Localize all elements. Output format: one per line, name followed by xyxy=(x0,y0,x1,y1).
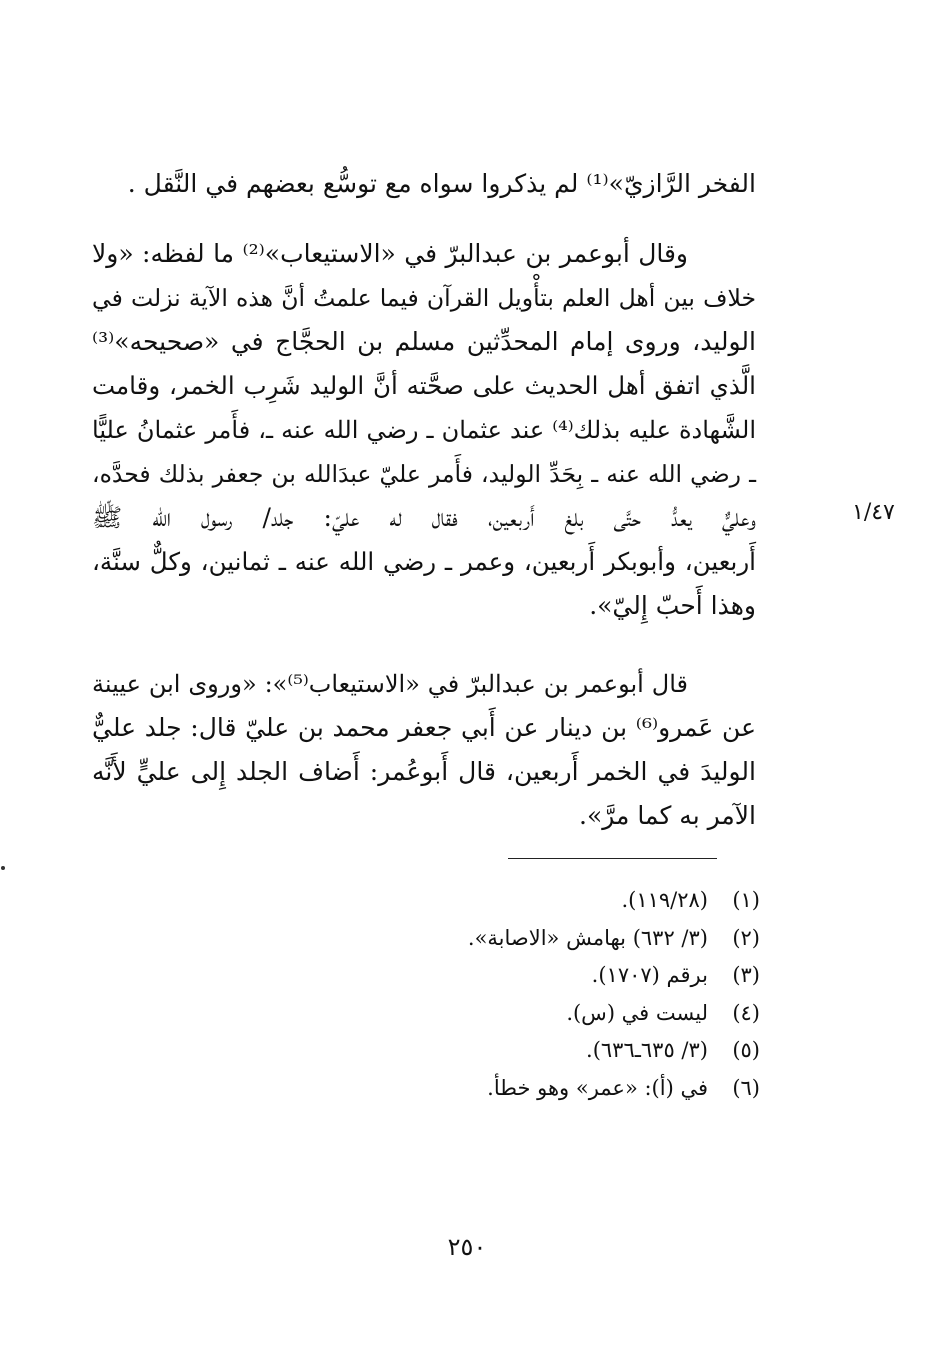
scan-artifact-dot xyxy=(1,866,5,870)
text-line: الآمر به كما مرَّ». xyxy=(579,801,756,830)
text-line: الوليدَ في الخمر أَربعين، قال أَبوعُمر: أَضاف الجلد إِلى عليٍّ لأَنَّه xyxy=(92,757,756,786)
footnote-number: (٣) xyxy=(732,963,760,987)
footnote xyxy=(300,957,760,995)
text-line: أَربعين، وأبوبكر أَربعين، وعمر ـ رضي الله عنه ـ ثمانين، وكلٌّ سنَّة، xyxy=(92,547,756,576)
text-line: الشَّهادة عليه بذلك⁽⁴⁾ عند عثمان ـ رضي الله عنه ـ، فأَمر عثمانُ عليًّا xyxy=(92,416,756,444)
text-line: وهذا أَحبّ إِليّ». xyxy=(589,591,756,620)
page-number: ٢٥٠ xyxy=(447,1233,487,1261)
paragraph-2 xyxy=(92,232,756,628)
text-line: قال أبوعمر بن عبدالبرّ في «الاستيعاب⁽⁵⁾»: «وروى ابن عيينة xyxy=(92,670,688,698)
text-line: خلاف بين أهل العلم بتأْويل القرآن فيما علمتُ أنَّ هذه الآية نزلت في xyxy=(92,284,756,312)
text-line: وقال أبوعمر بن عبدالبرّ في «الاستيعاب»⁽²⁾ ما لفظه: «ولا xyxy=(92,239,689,268)
text-line: ـ رضي الله عنه ـ بِحَدِّ الوليد، فأَمر عليّ عبدَالله بن جعفر بذلك فحدَّه، xyxy=(92,460,756,488)
footnote xyxy=(300,920,760,958)
footnote-number: (٥) xyxy=(732,1038,760,1062)
footnote-text: برقم (١٧٠٧). xyxy=(591,963,708,987)
footnote-number: (٢) xyxy=(732,925,760,950)
footnote-number: (٦) xyxy=(732,1075,760,1100)
paragraph-3 xyxy=(92,662,756,838)
footnote xyxy=(300,1070,760,1108)
footnote-text: (٣/ ٦٣٢) بهامش «الاصابة». xyxy=(467,925,708,950)
text-line: عن عَمرو⁽⁶⁾ بن دينار عن أَبي جعفر محمد بن عليّ قال: جلد عليٌّ xyxy=(92,713,756,742)
footnote-number: (٤) xyxy=(732,1000,760,1025)
text-line: الَّذي اتفق أهل الحديث على صحَّته أنَّ الوليد شَرِب الخمر، وقامت xyxy=(92,371,756,400)
footnote-text: (١١٩/٢٨). xyxy=(621,888,708,912)
footnote-separator xyxy=(508,858,717,859)
text-line: الوليد، وروى إمام المحدِّثين مسلم بن الحجَّاج في «صحيحه»⁽³⁾ xyxy=(92,327,756,356)
footnote xyxy=(300,882,760,920)
text-line: الفخر الرَّازيّ»⁽¹⁾ لم يذكروا سواه مع توسُّع بعضهم في النَّقل . xyxy=(127,169,756,198)
footnote-text: ليست في (س). xyxy=(566,1000,708,1025)
footnote xyxy=(300,1032,760,1070)
footnote xyxy=(300,995,760,1033)
text-line: وعليٌّ يعدُّ حتَّى بلغ أَربعين، فقال له عليّ: جلد/ رسول الله ﷺ xyxy=(92,503,756,532)
margin-reference: ١/٤٧ xyxy=(852,500,895,525)
footnotes xyxy=(300,882,760,1107)
footnote-text: في (أ): «عمر» وهو خطأ. xyxy=(487,1075,708,1100)
footnote-number: (١) xyxy=(732,888,760,912)
paragraph-1 xyxy=(92,162,756,206)
footnote-text: (٣/ ٦٣٥ـ٦٣٦). xyxy=(586,1038,708,1062)
